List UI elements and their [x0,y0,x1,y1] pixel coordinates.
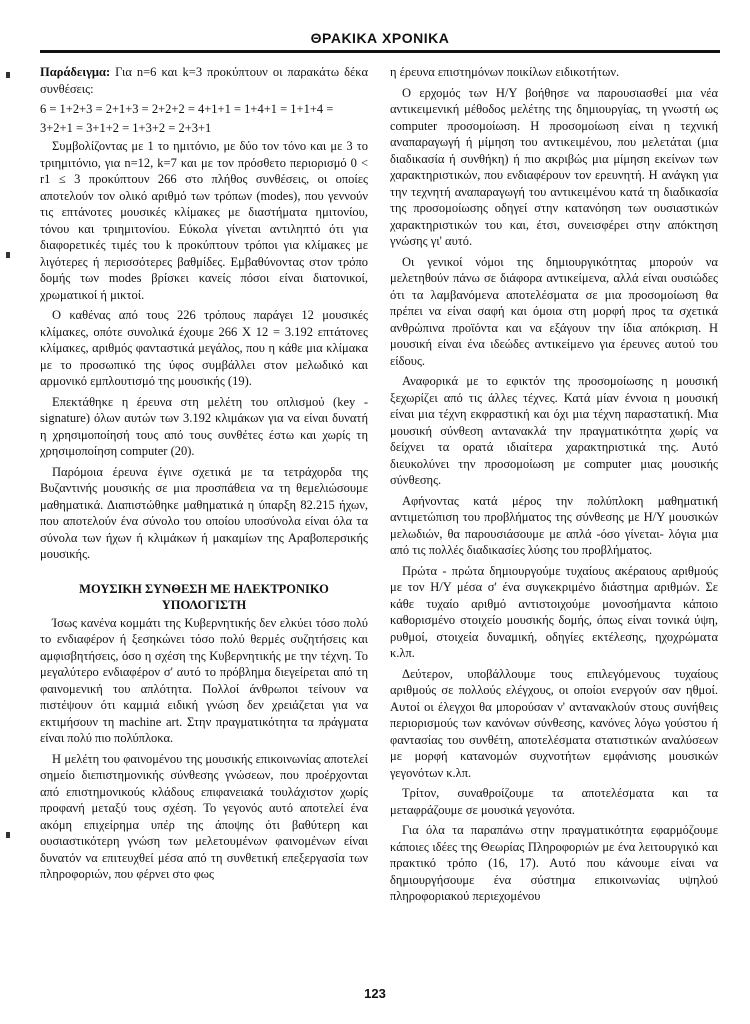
header-rule [40,50,720,53]
page-number: 123 [364,986,386,1001]
paragraph-step-second: Δεύτερον, υποβάλλουμε τους επιλεγόμενους τυχαίους αριθμούς σε πολλούς ελέγχους, οι οποίοι ενεργούν σαν ηθμοί. Αυτοί οι έλεγχοι θα μπορούσαν ν' αντανακλούν στους συνήθεις περιορισμούς των κανόνων σύνθεσης, κανόνες λόγω γούστου ή φαντασίας του συνθέτη, αποτελέσματα στατιστικών αναλύσεων με μορφή κατανομών συχνοτήτων εμφάνισης μουσικών γεγονότων κ.λπ. [390,666,718,780]
formula-line-1: 6 = 1+2+3 = 2+1+3 = 2+2+2 = 4+1+1 = 1+4+1 = 1+1+4 = [40,102,334,116]
paragraph-communication: Η μελέτη του φαινομένου της μουσικής επικοινωνίας αποτελεί σημείο διεπιστημονικής σύνθεσης γνώσεων, που προέρχονται από επιστημονικούς κλάδους επιφανειακά τουλάχιστον χωρίς προφανή μεταξύ τους σχέση. Το γεγονός αυτό αποτελεί ένα ακόμη επιχείρημα υπέρ της άποψης ότι βαθύτερη και ουσιαστικότερη γνώση των μελετουμένων φαινομένων είναι δυνατόν να επιτευχθεί μέσα από τη συνθετική επεξεργασία των πληροφοριών, που φέρνει στο φως [40,751,368,881]
right-column [390,64,718,979]
running-header: ΘΡΑΚΙΚΑ ΧΡΟΝΙΚΑ [310,30,450,46]
scan-edge-mark [6,832,10,838]
paragraph-step-third: Τρίτον, συναθροίζουμε τα αποτελέσματα και τα μεταφράζουμε σε μουσικά γεγονότα. [390,786,718,817]
section-title [40,581,368,613]
paragraph-byzantine: Παρόμοια έρευνα έγινε σχετικά με τα τετράχορδα της Βυζαντινής μουσικής σε μια προσπάθεια να τη θεμελιώσουμε μαθηματικά. Διαπιστώθηκε μαθηματικά η ύπαρξη 82.215 ήχων, που αποτελούν ένα σύνολο του οποίου υποσύνολα είναι όλα τα σύνολα των ήχων ή κλιμάκων ή μακαμίων της Αραβοπερσικής μουσικής. [40,464,368,561]
paragraph-expressive-art: Αναφορικά με το εφικτόν της προσομοίωσης η μουσική ξεχωρίζει από τις άλλες τέχνες. Κατά μίαν έννοια η μουσική είναι μια τέχνη εκφραστική και όχι μια τέχνη παραστατική. Μια μουσική σύνθεση αντανακλά την πραγματικότητα χωρίς να δείχνει τα ορατά ιδιαίτερα χαρακτηριστικά της. Αυτό διευκολύνει την προσομοίωση με computer μιας μουσικής σύνθεσης. [390,374,718,487]
paragraph-scales: Ο καθένας από τους 226 τρόπους παράγει 12 μουσικές κλίμακες, οπότε συνολικά έχουμε 266 X 12 = 3.192 επτάτονες κλίμακες, αριθμός φανταστικά μεγάλος, που η κάθε μια κλίμακα με το προσωπικό της ύφος συμβάλλει στον μελωδικό και αρμονικό εμπλουτισμό της μουσικής (19). [40,308,368,388]
example-paragraph [40,64,368,97]
paragraph-creativity: Οι γενικοί νόμοι της δημιουργικότητας μπορούν να μελετηθούν πάνω σε διάφορα αντικείμενα, αλλά είναι ουσιώδες ότι τα λαμβανόμενα αποτελέσματα σε μια προσομοίωση θα πρέπει να είναι σαφή και όμοια στη μορφή προς τα σχετικά ανθρώπινα προϊόντα και να εξάγουν την ίδια απόκριση. Η μουσική είναι ένα ιδεώδες αντικείμενο για έρευνες αυτού του είδους. [390,254,718,368]
paragraph-continuation: η έρευνα επιστημόνων ποικίλων ειδικοτήτων. [390,65,620,79]
paragraph-key-signature: Επεκτάθηκε η έρευνα στη μελέτη του οπλισμού (key - signature) όλων αυτών των 3.192 κλιμάκων για να είναι δυνατή η χρησιμοποίησή τους από τους συνθέτες έστω και χωρίς τη χρησιμοποίηση computer (20). [40,394,368,458]
paragraph-modes: Συμβολίζοντας με 1 το ημιτόνιο, με δύο τον τόνο και με 3 το τριημιτόνιο, για n=12, k=7 και με τον πρόσθετο περιορισμό 0 < r1 ≤ 3 προκύπτουν 266 στο πλήθος συνθέσεις, οι οποίες αποτελούν τον ολικό αριθμό των τρόπων (modes), που γεννούν τις επτάνοτες μουσικές κλίμακες με διαστήματα ημιτονίου, τόνου και τριημιτονίου. Εύκολα γίνεται αντιληπτό ότι για διαφορετικές τιμές του k προκύπτουν τρόποι για κλίμακες με λιγότερες ή περισσότερες βαθμίδες. Εμβαθύνοντας στον τρόπο δομής των modes βρίσκει κανείς πόσοι είναι διατονικοί, χρωματικοί ή μικτοί. [40,139,368,302]
paragraph-procedure: Αφήνοντας κατά μέρος την πολύπλοκη μαθηματική αντιμετώπιση του προβλήματος της σύνθεσης με Η/Υ μουσικών μελωδιών, θα παρουσιάσουμε με απλά -όσο γίνεται- λόγια μια από τις πολλές διαδικασίες λύσης του προβλήματος. [390,493,718,557]
formula-line-2: 3+2+1 = 3+1+2 = 1+3+2 = 2+3+1 [40,120,212,135]
section-title-line-1: ΜΟΥΣΙΚΗ ΣΥΝΘΕΣΗ ΜΕ ΗΛΕΚΤΡΟΝΙΚΟ [79,581,329,596]
scan-edge-mark [6,252,10,258]
example-text: Για n=6 και k=3 προκύπτουν οι παρακάτω δέκα συνθέσεις: [40,65,368,96]
left-column [40,64,368,979]
paragraph-information-theory: Για όλα τα παραπάνω στην πραγματικότητα εφαρμόζουμε κάποιες ιδέες της Θεωρίας Πληροφοριών με ένα λειτουργικό και πρακτικό τρόπο (16, 17). Αυτό που κάνουμε είναι να δημιουργήσουμε ένα σύστημα επικοινωνίας υψηλού πληροφοριακού περιεχομένου [390,823,718,903]
example-label: Παράδειγμα: [40,65,111,79]
paragraph-cybernetics: Ίσως κανένα κομμάτι της Κυβερνητικής δεν ελκύει τόσο πολύ το ενδιαφέρον ή ξεσηκώνει τόσο πολύ θερμές συζητήσεις και αμφισβητήσεις, όσο η σχέση της Κυβερνητικής με την τέχνη. Το μεγαλύτερο ενδιαφέρον σ' αυτό το πρόβλημα διεγείρεται από τη φαινομενική του απλότητα. Πολλοί άνθρωποι τείνουν να πιστέψουν ότι καμμιά ειδική γνώση δεν χρειάζεται για να εκτιμήσουν τη machine art. Στην πραγματικότητα τα πράγματα είναι πολύ πιο πολύπλοκα. [40,615,368,745]
section-title-line-2: ΥΠΟΛΟΓΙΣΤΗ [161,597,247,612]
paragraph-step-first: Πρώτα - πρώτα δημιουργούμε τυχαίους ακέραιους αριθμούς με τον Η/Υ μέσα σ' ένα συγκεκριμένο διάστημα αριθμών. Σε κάθε τυχαίο αριθμό αντιστοιχούμε μονοσήμαντα κάποιο καθορισμένο στοιχείο μουσικής δομής, όπως είναι τονικά ύψη, ρυθμοί, στοιχεία δυναμική, οδηγίες εκτέλεσης, ηχοχρώματα κ.λπ. [390,563,718,660]
paragraph-simulation: Ο ερχομός των Η/Υ βοήθησε να παρουσιασθεί μια νέα αντικειμενική μέθοδος μελέτης της δημιουργίας, τη γνωστή ως computer προσομοίωση. Η προσομοίωση είναι η τεχνική αναπαραγωγή ή μίμηση του αντικειμένου, που μελετάται (μια διαδικασία ή συνθήκη) ή πιο ακριβώς μια μίμηση εκείνων των χαρακτηριστικών, που ενδιαφέρουν τον ερευνητή. Η ανάγκη για την τεχνητή αναπαραγωγή του αντικειμένου κατά τη διαδικασία της προσομοίωσης οδηγεί στην κατανόηση των ουσιαστικών χαρακτηριστικών του και, έτσι, συνεισφέρει στην απόκτηση γνώσης γι' αυτό. [390,85,718,248]
scan-edge-mark [6,72,10,78]
